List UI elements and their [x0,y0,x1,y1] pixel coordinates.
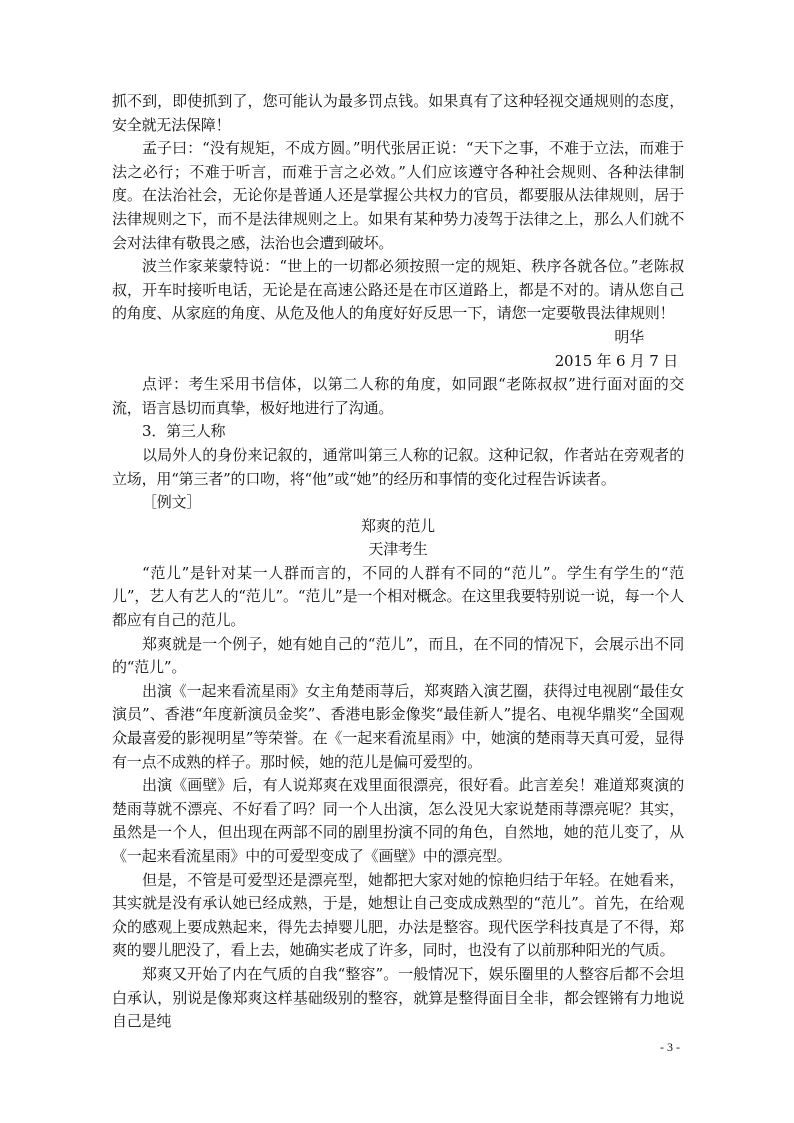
letter-signature: 明华 [614,327,644,346]
third-person-definition: 以局外人的身份来记叙的，通常叫第三人称的记叙。这种记叙，作者站在旁观者的立场，用“第三者”的口吻，将“他”或“她”的经历和事情的变化过程告诉读者。 [112,445,684,488]
paragraph-mencius-quote: 孟子曰：“没有规矩，不成方圆。”明代张居正说：“天下之事，不难于立法，而难于法之必行；不难于听言，而难于言之必效。”人们应该遵守各种社会规则、各种法律制度。在法治社会，无论你是普通人还是掌握公共权力的官员，都要服从法律规则，居于法律规则之下，而不是法律规则之上。如果有某种势力凌驾于法律之上，那么人们就不会对法律有敬畏之感，法治也会遭到破坏。 [112,139,684,252]
essay-paragraph: “范儿”是针对某一人群而言的，不同的人群有不同的“范儿”。学生有学生的“范儿”，艺人有艺人的“范儿”。“范儿”是一个相对概念。在这里我要特别说一说，每一个人都应有自己的范儿。 [112,563,684,630]
essay-title: 郑爽的范儿 [360,516,435,535]
example-label: ［例文］ [142,493,202,512]
document-page [112,90,684,1034]
paragraph-continuation: 抓不到，即使抓到了，您可能认为最多罚点钱。如果真有了这种轻视交通规则的态度，安全就无法保障！ [112,92,684,134]
page-number: - 3 - [660,1040,680,1054]
letter-date: 2015 年 6 月 7 日 [554,351,678,370]
section-heading-third-person: 3．第三人称 [142,422,226,441]
essay-paragraph: 出演《一起来看流星雨》女主角楚雨荨后，郑爽踏入演艺圈，获得过电视剧“最佳女演员”、香港“年度新演员金奖”、香港电影金像奖“最佳新人”提名、电视华鼎奖“全国观众最喜爱的影视明星”等荣誉。在《一起来看流星雨》中，她演的楚雨荨天真可爱，显得有一点不成熟的样子。那时候，她的范儿是偏可爱型的。 [112,681,684,771]
essay-paragraph: 郑爽又开始了内在气质的自我“整容”。一般情况下，娱乐圈里的人整容后都不会坦白承认，别说是像郑爽这样基础级别的整容，就算是整得面目全非，都会铿锵有力地说自己是纯 [112,964,684,1031]
essay-paragraph: 出演《画壁》后，有人说郑爽在戏里面很漂亮，很好看。此言差矣！难道郑爽演的楚雨荨就不漂亮、不好看了吗？同一个人出演，怎么没见大家说楚雨荨漂亮呢？其实，虽然是一个人，但出现在两部不同的剧里扮演不同的角色，自然地，她的范儿变了，从《一起来看流星雨》中的可爱型变成了《画壁》中的漂亮型。 [112,776,684,865]
paragraph-reymont-quote: 波兰作家莱蒙特说：“世上的一切都必须按照一定的规矩、秩序各就各位。”老陈叔叔，开车时接听电话，无论是在高速公路还是在市区道路上，都是不对的。请从您自己的角度、从家庭的角度、从危及他人的角度好好反思一下，请您一定要敬畏法律规则！ [112,257,684,323]
essay-author: 天津考生 [368,540,428,559]
essay-paragraph: 郑爽就是一个例子，她有她自己的“范儿”，而且，在不同的情况下，会展示出不同的“范儿”。 [112,634,684,677]
commentary-paragraph: 点评：考生采用书信体，以第二人称的角度，如同跟“老陈叔叔”进行面对面的交流，语言恳切而真挚，极好地进行了沟通。 [112,375,684,417]
essay-paragraph: 但是，不管是可爱型还是漂亮型，她都把大家对她的惊艳归结于年轻。在她看来，其实就是没有承认她已经成熟，于是，她想让自己变成成熟型的“范儿”。首先，在给观众的感观上要成熟起来，得先去掉婴儿肥，办法是整容。现代医学科技真是了不得，郑爽的婴儿肥没了，看上去，她确实老成了许多，同时，也没有了以前那种阳光的气质。 [112,870,684,960]
